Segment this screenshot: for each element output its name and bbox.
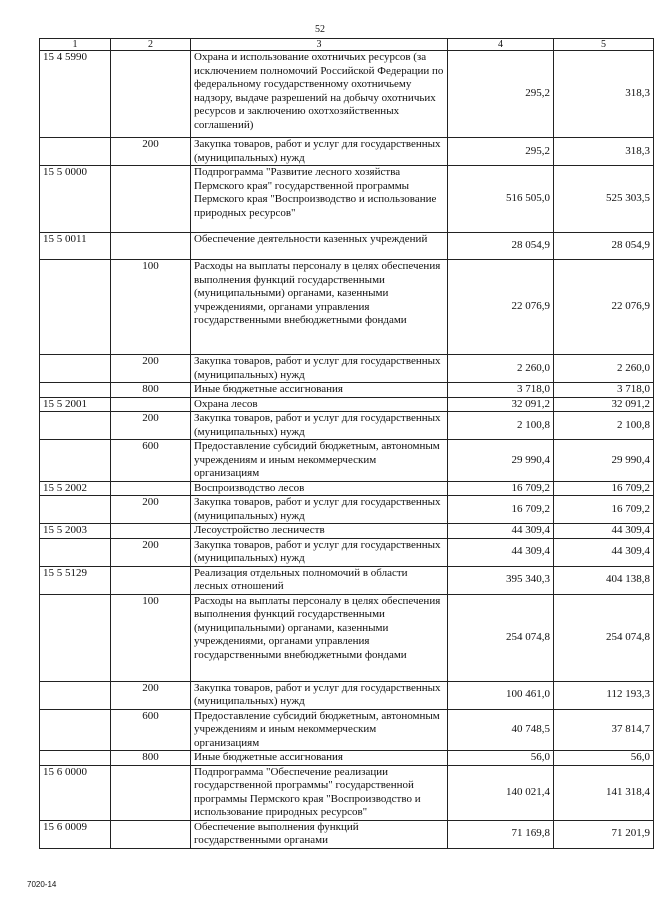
header-col-5: 5 xyxy=(554,39,654,51)
amount-1-cell: 44 309,4 xyxy=(448,538,554,566)
amount-1-cell: 395 340,3 xyxy=(448,566,554,594)
code-cell xyxy=(40,496,111,524)
description-cell: Подпрограмма "Развитие лесного хозяйства Пермского края" государственной программы Пермского края "Воспроизводство и использование природных ресурсов" xyxy=(191,166,448,233)
description-cell: Иные бюджетные ассигнования xyxy=(191,383,448,398)
amount-2-cell: 32 091,2 xyxy=(554,397,654,412)
description-cell: Закупка товаров, работ и услуг для государственных (муниципальных) нужд xyxy=(191,138,448,166)
expense-type-cell xyxy=(111,51,191,138)
amount-1-cell: 16 709,2 xyxy=(448,496,554,524)
expense-type-cell: 100 xyxy=(111,260,191,355)
expense-type-cell: 200 xyxy=(111,496,191,524)
table-row xyxy=(40,440,654,482)
amount-1-cell: 295,2 xyxy=(448,51,554,138)
code-cell: 15 6 0009 xyxy=(40,820,111,848)
code-cell: 15 5 5129 xyxy=(40,566,111,594)
amount-2-cell: 28 054,9 xyxy=(554,233,654,260)
expense-type-cell: 200 xyxy=(111,412,191,440)
code-cell xyxy=(40,594,111,681)
table-row xyxy=(40,138,654,166)
amount-1-cell: 2 260,0 xyxy=(448,355,554,383)
description-cell: Расходы на выплаты персоналу в целях обеспечения выполнения функций государственными (муниципальными) органами, казенными учреждениями, органами управления государственными внебюджетными фондами xyxy=(191,260,448,355)
code-cell: 15 5 0000 xyxy=(40,166,111,233)
expense-type-cell: 200 xyxy=(111,355,191,383)
amount-2-cell: 2 100,8 xyxy=(554,412,654,440)
expense-type-cell: 200 xyxy=(111,138,191,166)
expense-type-cell xyxy=(111,566,191,594)
amount-1-cell: 29 990,4 xyxy=(448,440,554,482)
code-cell: 15 5 0011 xyxy=(40,233,111,260)
description-cell: Охрана лесов xyxy=(191,397,448,412)
table-row xyxy=(40,524,654,539)
code-cell: 15 6 0000 xyxy=(40,765,111,820)
description-cell: Воспроизводство лесов xyxy=(191,481,448,496)
amount-2-cell: 71 201,9 xyxy=(554,820,654,848)
table-row xyxy=(40,166,654,233)
amount-2-cell: 44 309,4 xyxy=(554,538,654,566)
amount-2-cell: 141 318,4 xyxy=(554,765,654,820)
code-cell: 15 5 2001 xyxy=(40,397,111,412)
expense-type-cell xyxy=(111,397,191,412)
code-cell: 15 5 2002 xyxy=(40,481,111,496)
table-row xyxy=(40,538,654,566)
expense-type-cell: 600 xyxy=(111,709,191,751)
table-row xyxy=(40,233,654,260)
amount-2-cell: 2 260,0 xyxy=(554,355,654,383)
amount-2-cell: 16 709,2 xyxy=(554,496,654,524)
expense-type-cell: 100 xyxy=(111,594,191,681)
amount-2-cell: 22 076,9 xyxy=(554,260,654,355)
amount-1-cell: 44 309,4 xyxy=(448,524,554,539)
table-row xyxy=(40,566,654,594)
description-cell: Закупка товаров, работ и услуг для государственных (муниципальных) нужд xyxy=(191,681,448,709)
description-cell: Иные бюджетные ассигнования xyxy=(191,751,448,766)
table-row xyxy=(40,751,654,766)
description-cell: Подпрограмма "Обеспечение реализации государственной программы" государственной программы Пермского края "Воспроизводство и использование природных ресурсов" xyxy=(191,765,448,820)
description-cell: Закупка товаров, работ и услуг для государственных (муниципальных) нужд xyxy=(191,355,448,383)
code-cell: 15 4 5990 xyxy=(40,51,111,138)
code-cell xyxy=(40,709,111,751)
amount-1-cell: 32 091,2 xyxy=(448,397,554,412)
table-row xyxy=(40,260,654,355)
amount-1-cell: 56,0 xyxy=(448,751,554,766)
expense-type-cell: 200 xyxy=(111,681,191,709)
expense-type-cell: 800 xyxy=(111,751,191,766)
amount-1-cell: 71 169,8 xyxy=(448,820,554,848)
description-cell: Предоставление субсидий бюджетным, автономным учреждениям и иным некоммерческим организациям xyxy=(191,440,448,482)
footer-code: 7020-14 xyxy=(27,880,57,889)
amount-1-cell: 2 100,8 xyxy=(448,412,554,440)
budget-table xyxy=(39,38,654,849)
amount-1-cell: 40 748,5 xyxy=(448,709,554,751)
table-row xyxy=(40,681,654,709)
table-row xyxy=(40,397,654,412)
header-col-4: 4 xyxy=(448,39,554,51)
amount-1-cell: 28 054,9 xyxy=(448,233,554,260)
description-cell: Охрана и использование охотничьих ресурсов (за исключением полномочий Российской Федерации по федеральному государственному охотничьему надзору, выдаче разрешений на добычу охотничьих ресурсов и заключению охотхозяйственных соглашений) xyxy=(191,51,448,138)
description-cell: Предоставление субсидий бюджетным, автономным учреждениям и иным некоммерческим организациям xyxy=(191,709,448,751)
table-row xyxy=(40,820,654,848)
table-row xyxy=(40,51,654,138)
amount-2-cell: 29 990,4 xyxy=(554,440,654,482)
amount-2-cell: 318,3 xyxy=(554,51,654,138)
code-cell xyxy=(40,260,111,355)
amount-2-cell: 254 074,8 xyxy=(554,594,654,681)
description-cell: Закупка товаров, работ и услуг для государственных (муниципальных) нужд xyxy=(191,496,448,524)
header-col-3: 3 xyxy=(191,39,448,51)
page-number: 52 xyxy=(315,24,325,35)
description-cell: Обеспечение выполнения функций государственными органами xyxy=(191,820,448,848)
table-row xyxy=(40,709,654,751)
description-cell: Реализация отдельных полномочий в области лесных отношений xyxy=(191,566,448,594)
table-row xyxy=(40,355,654,383)
code-cell xyxy=(40,538,111,566)
description-cell: Закупка товаров, работ и услуг для государственных (муниципальных) нужд xyxy=(191,538,448,566)
description-cell: Лесоустройство лесничеств xyxy=(191,524,448,539)
code-cell xyxy=(40,355,111,383)
code-cell xyxy=(40,412,111,440)
expense-type-cell: 200 xyxy=(111,538,191,566)
table-row xyxy=(40,383,654,398)
expense-type-cell xyxy=(111,524,191,539)
amount-2-cell: 318,3 xyxy=(554,138,654,166)
description-cell: Закупка товаров, работ и услуг для государственных (муниципальных) нужд xyxy=(191,412,448,440)
table-row xyxy=(40,765,654,820)
expense-type-cell xyxy=(111,820,191,848)
amount-2-cell: 404 138,8 xyxy=(554,566,654,594)
expense-type-cell: 800 xyxy=(111,383,191,398)
amount-2-cell: 37 814,7 xyxy=(554,709,654,751)
code-cell xyxy=(40,440,111,482)
expense-type-cell xyxy=(111,233,191,260)
header-col-2: 2 xyxy=(111,39,191,51)
table-body xyxy=(40,51,654,849)
amount-1-cell: 22 076,9 xyxy=(448,260,554,355)
amount-1-cell: 516 505,0 xyxy=(448,166,554,233)
code-cell: 15 5 2003 xyxy=(40,524,111,539)
amount-1-cell: 16 709,2 xyxy=(448,481,554,496)
header-col-1: 1 xyxy=(40,39,111,51)
amount-2-cell: 56,0 xyxy=(554,751,654,766)
expense-type-cell xyxy=(111,166,191,233)
amount-2-cell: 525 303,5 xyxy=(554,166,654,233)
amount-2-cell: 16 709,2 xyxy=(554,481,654,496)
table-row xyxy=(40,594,654,681)
header-row xyxy=(40,39,654,51)
amount-1-cell: 295,2 xyxy=(448,138,554,166)
table-row xyxy=(40,481,654,496)
expense-type-cell: 600 xyxy=(111,440,191,482)
amount-1-cell: 140 021,4 xyxy=(448,765,554,820)
table-row xyxy=(40,412,654,440)
expense-type-cell xyxy=(111,481,191,496)
table-row xyxy=(40,496,654,524)
amount-2-cell: 44 309,4 xyxy=(554,524,654,539)
code-cell xyxy=(40,138,111,166)
code-cell xyxy=(40,383,111,398)
description-cell: Обеспечение деятельности казенных учреждений xyxy=(191,233,448,260)
amount-1-cell: 3 718,0 xyxy=(448,383,554,398)
amount-1-cell: 254 074,8 xyxy=(448,594,554,681)
code-cell xyxy=(40,751,111,766)
amount-1-cell: 100 461,0 xyxy=(448,681,554,709)
code-cell xyxy=(40,681,111,709)
description-cell: Расходы на выплаты персоналу в целях обеспечения выполнения функций государственными (муниципальными) органами, казенными учреждениями, органами управления государственными внебюджетными фондами xyxy=(191,594,448,681)
expense-type-cell xyxy=(111,765,191,820)
amount-2-cell: 3 718,0 xyxy=(554,383,654,398)
amount-2-cell: 112 193,3 xyxy=(554,681,654,709)
